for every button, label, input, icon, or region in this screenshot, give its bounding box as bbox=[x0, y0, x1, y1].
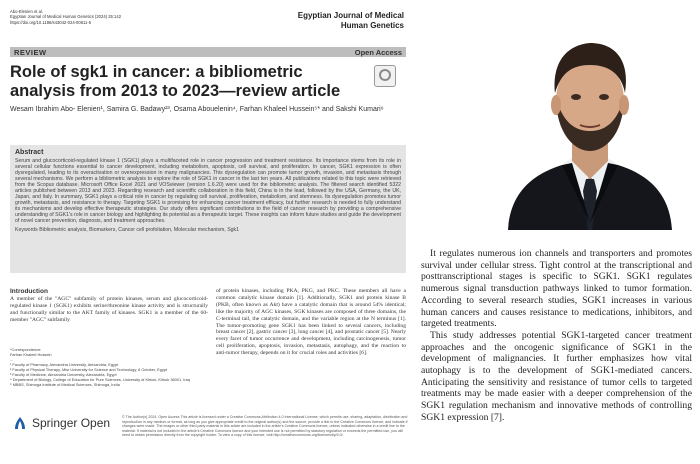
intro-text: A member of the "AGC" subfamily of protein kinases, serum and glucocorticoid-regulated kinase 1 (SGK1) exhibits serine/threonine kinase activity and is structurally and functionally similar to the AKT family of kinases. SGK1 is a member of the 60-member "AGC" subfamily bbox=[10, 296, 208, 323]
paper-author-line: Abo-Elenien et al. bbox=[10, 9, 44, 14]
paper-authors: Wesam Ibrahim Abo- Elenien¹, Samira G. Badawy²³, Osama Abouelenin⁴, Farhan Khaleel Hussein⁵* and Sakshi Kumari⁶ bbox=[10, 106, 384, 113]
journal-name-line-1: Egyptian Journal of Medical bbox=[297, 11, 404, 20]
paper-page-image bbox=[6, 5, 410, 459]
abstract-text: Serum and glucocorticoid-regulated kinase 1 (SGK1) plays a multifaceted role in cancer progression and treatment resistance. Its importance stems from its role in several cellular functions essential to cancer development, including metabolism, apoptosis, cell survival, and proliferation. In cancer, SGK1 expression is often dysregulated, leading to its overactivation or overexpression in many malignancies. This dysregulation can promote tumor growth, invasion, and metastasis through several mechanisms. We perform a bibliometric analysis to explore the role of SGK1 in cancer in the last ten years. All publications related to this topic were retrieved from the Scopus database. Microsoft Office Excel 2021 and VOSviewer (version 1.6.20) were used for the bibliometric analysis. The filtered search identified 5322 articles published between 2013 and 2023. Regarding research and scientific collaboration in this field, China is in the lead, followed by the USA, Germany, the UK, Japan, and Italy. In summary, SGK1 plays a critical role in cancer by regulating cell survival, proliferation, metabolism, and stemness. Its dysregulation promotes tumor growth, metastasis, and resistance to therapy. Targeting SGK1 is promising for enhancing cancer treatment efficacy, but further research is needed to fully understand its mechanisms and develop effective therapeutic strategies. Our study offers significant contributions to the field of cancer research by providing a comprehensive understanding of SGK1's role in cancer biology and highlighting its potential as a therapeutic target. These insights can inform future studies and guide the development of novel cancer prevention, diagnosis, and treatment approaches. bbox=[15, 158, 401, 225]
springer-logo-icon bbox=[12, 415, 28, 431]
paper-doi-line: https://doi.org/10.1186/s43042-024-00611-5 bbox=[10, 19, 92, 25]
intro-heading: Introduction bbox=[10, 288, 48, 295]
paper-title: Role of sgk1 in cancer: a bibliometric analysis from 2013 to 2023—review article bbox=[10, 63, 341, 100]
body-paragraph-2: This study addresses potential SGK1-targeted cancer treatment approaches and the oncogenic significance of SGK1 in the development of malignancies. It further emphasizes how vital autophagy is to the development of SGK1-mediated cancers. Anticipating the sensitivity and resistance of tumor cells to targeted treatments may be made easier with a deeper comprehension of the SGK1 regulation mechanism and innovative methods of controlling SGK1 expression [7]. bbox=[421, 329, 692, 423]
abstract-box bbox=[10, 145, 406, 273]
journal-name-line-2: Human Genetics bbox=[340, 21, 404, 30]
intro-column bbox=[10, 288, 208, 324]
paper-journal-line: Egyptian Journal of Medical Human Genetics (2024) 25:142 bbox=[10, 14, 122, 20]
journal-name bbox=[298, 11, 404, 31]
correspondence-notes: *Correspondence: Farhan Khaleel Hussein ... ¹ Faculty of Pharmacy, Alexandria University, Alexandria, Egypt ² Faculty of Physical Therapy, Misr University for Science and Technology, 6 October, Egypt ³ Faculty of Medicine, Alexandria University, Alexandria, Egypt ⁴ Department of Biology, College of Education for Pure Sciences, University of Kirkuk, Kirkuk 36001, Iraq ⁵ MBBS, Shimoga Institute of Medical Sciences, Shimoga, India bbox=[10, 347, 191, 387]
right-column-text: of protein kinases, including PKA, PKG, and PKC. These members all have a common catalytic kinase domain [1]. Additionally, SGK1 and protein kinase B (PKB, often known as Akt) have a catalytic domain that is around 54% identical; like the majority of AGC kinases, SGK kinases are composed of three domains, the C-terminal tail, the catalytic domain, and the variable region at the N terminus [1]. The tumor-promoting gene SGK1 has been linked to several cancers, including breast cancer [2], gastric cancer [3], lung cancer [4], and prostatic cancer [5]. Nearly every facet of tumor occurrence and development, including carcinogenesis, tumor cell proliferation, apoptosis, invasion, metastasis, autophagy, and the reaction to anti-tumor therapy, depends on it for crucial roles and activities [6]. bbox=[216, 288, 406, 357]
person-portrait-image bbox=[500, 13, 680, 230]
author-photo bbox=[500, 13, 680, 230]
article-type-bar bbox=[10, 47, 406, 57]
body-paragraph-1: It regulates numerous ion channels and transporters and promotes survival under cellular stress. Tight control at the transcriptional and posttranscriptional stages is specific to SGK1. SGK1 regulates numerous signal transduction pathways linked to tumor formation. According to several research studies, SGK1 increases in various human cancers and causes resistance to medications, inhibitors, and targeted treatments. bbox=[421, 248, 692, 330]
section-label: REVIEW bbox=[14, 48, 47, 57]
abstract-heading: Abstract bbox=[15, 149, 44, 156]
license-text: © The Author(s) 2024. Open Access This article is licensed under a Creative Commons Attribution 4.0 International License, which permits use, sharing, adaptation, distribution and reproduction in any medium or format, as long as you give appropriate credit to the original author(s) and the source, provide a link to the Creative Commons licence, and indicate if changes were made. The images or other third party material in this article are included in the article's Creative Commons licence, unless indicated otherwise in a credit line to the material. If material is not included in the article's Creative Commons licence and your intended use is not permitted by statutory regulation or exceeds the permitted use, you will need to obtain permission directly from the copyright holder. To view a copy of this licence, visit http://creativecommons.org/licenses/by/4.0/. bbox=[122, 415, 408, 438]
springer-open-text: Springer Open bbox=[32, 416, 111, 430]
open-access-label: Open Access bbox=[354, 48, 402, 57]
paper-header-citation bbox=[10, 9, 121, 25]
abstract-keywords: Keywords Bibliometric analysis, Biomarkers, Cancer cell profoliation, Molecular mechanism, Sgk1 bbox=[15, 226, 240, 233]
body-text bbox=[421, 248, 692, 424]
check-for-updates-icon bbox=[374, 65, 396, 87]
